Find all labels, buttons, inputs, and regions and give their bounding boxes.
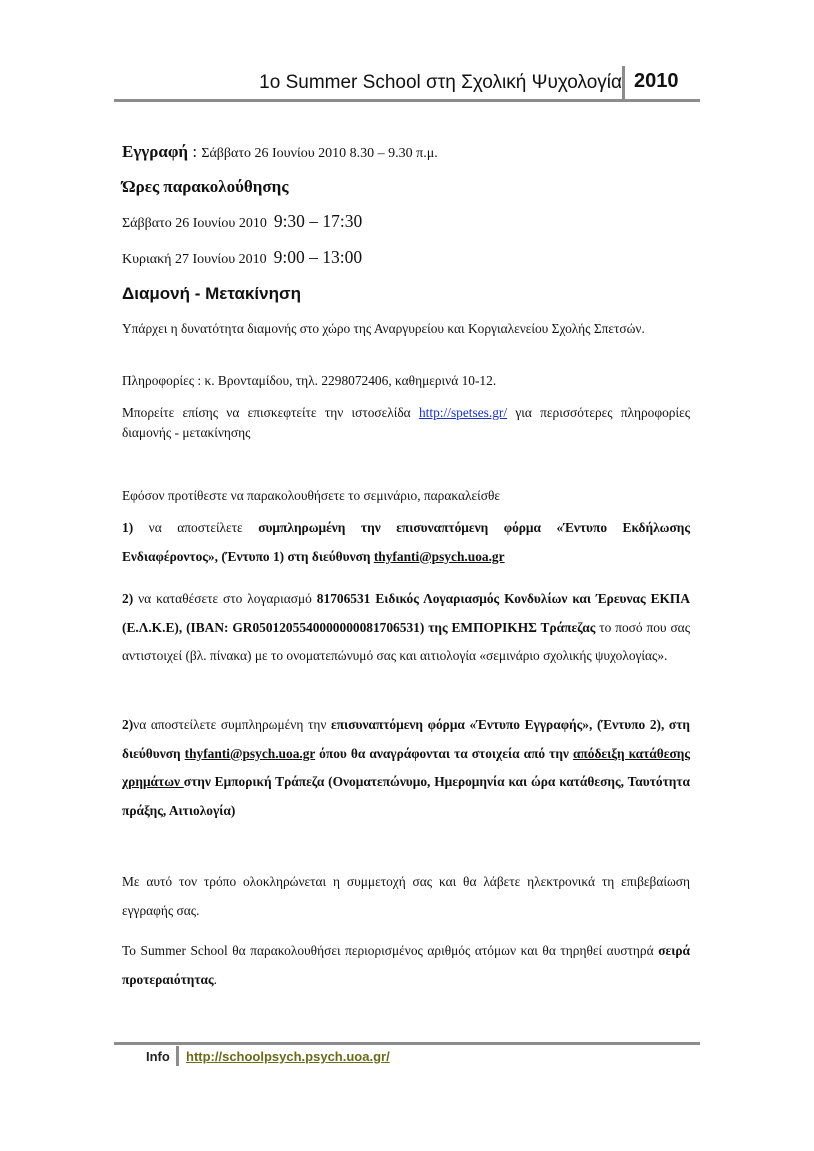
step2-paragraph (122, 585, 690, 671)
attendance-day2 (122, 247, 690, 268)
instructions-intro: Εφόσον προτίθεστε να παρακολουθήσετε το σεμινάριο, παρακαλείσθε (122, 488, 501, 503)
step3-text: να αποστείλετε συμπληρωμένη την (133, 717, 331, 732)
step1-number: 1) (122, 520, 134, 535)
accommodation-heading: Διαμονή - Μετακίνηση (122, 284, 301, 303)
page-footer (114, 1042, 700, 1072)
step3-bold2: όπου θα αναγράφονται τα στοιχεία από την (315, 745, 573, 761)
registration-separator: : (188, 142, 202, 161)
registration-text: Σάββατο 26 Ιουνίου 2010 8.30 – 9.30 π.μ. (201, 146, 438, 161)
step2-bold: 81706531 Ειδικός Λογαριασμός Κονδυλίων και Έρευνας ΕΚΠΑ (Ε.Λ.Κ.Ε), (IBAN: GR0501205540000000081706531) της ΕΜΠΟΡΙΚΗΣ Τράπεζας (122, 591, 691, 635)
step1-paragraph (122, 514, 690, 571)
registration-label: Εγγραφή (122, 142, 189, 161)
step3-underline: απόδειξη κατάθεσης χρημάτων (122, 745, 690, 789)
header-title: 1o Summer School στη Σχολική Ψυχολογία (259, 72, 622, 93)
accommodation-p3 (122, 403, 690, 443)
step2-text: να καταθέσετε στο λογαριασμό (133, 591, 317, 606)
step3-bold1: επισυναπτόμενη φόρμα «Έντυπο Εγγραφής», (Έντυπο 2), στη διεύθυνση (122, 717, 690, 761)
day2-time: 9:00 – 13:00 (273, 247, 363, 267)
spetses-link[interactable]: http://spetses.gr/ (418, 405, 508, 420)
header-year: 2010 (634, 70, 679, 92)
step1-email[interactable]: thyfanti@psych.uoa.gr (373, 548, 505, 564)
accommodation-p1: Υπάρχει η δυνατότητα διαμονής στο χώρο της Αναργυρείου και Κοργιαλενείου Σχολής Σπετσών. (122, 321, 645, 336)
footer-info-label: Info (146, 1049, 170, 1064)
day1-time: 9:30 – 17:30 (273, 211, 363, 231)
step3-email[interactable]: thyfanti@psych.uoa.gr (184, 745, 316, 761)
attendance-day1 (122, 211, 690, 232)
limit-text: Το Summer School θα παρακολουθήσει περιορισμένος αριθμός ατόμων και θα τηρηθεί αυστηρά (122, 943, 659, 958)
step3-number: 2) (122, 717, 134, 732)
attendance-heading: Ώρες παρακολούθησης (122, 177, 289, 196)
limit-bold: σειρά προτεραιότητας (122, 943, 690, 987)
accommodation-p3-after: για περισσότερες πληροφορίες διαμονής - μετακίνησης (122, 405, 690, 440)
step3-paragraph (122, 711, 690, 825)
footer-divider (176, 1046, 179, 1066)
footer-rule (114, 1042, 700, 1045)
header-rule (114, 99, 700, 102)
limit-end: . (213, 971, 218, 987)
day2-label: Κυριακή 27 Ιουνίου 2010 (122, 252, 267, 267)
step1-text: να αποστείλετε (133, 520, 259, 535)
accommodation-p3-before: Μπορείτε επίσης να επισκεφτείτε την ιστοσελίδα (122, 405, 419, 420)
confirm-paragraph: Με αυτό τον τρόπο ολοκληρώνεται η συμμετοχή σας και θα λάβετε ηλεκτρονικά τη επιβεβαίωση εγγραφής σας. (122, 874, 690, 918)
step1-bold: συμπληρωμένη την επισυναπτόμενη φόρμα «Έντυπο Εκδήλωσης Ενδιαφέροντος», (Έντυπο 1) στη διεύθυνση (122, 520, 690, 564)
header-divider (622, 66, 625, 100)
footer-url-link[interactable]: http://schoolpsych.psych.uoa.gr/ (186, 1049, 390, 1064)
accommodation-p2: Πληροφορίες : κ. Βρονταμίδου, τηλ. 2298072406, καθημερινά 10-12. (122, 373, 497, 388)
page-header (114, 64, 700, 102)
step3-bold3: στην Εμπορική Τράπεζα (Ονοματεπώνυμο, Ημερομηνία και ώρα κατάθεσης, Ταυτότητα πράξης, Αιτιολογία) (122, 774, 690, 818)
step2-number: 2) (122, 591, 134, 606)
step2-rest: το ποσό που σας αντιστοιχεί (βλ. πίνακα) με το ονοματεπώνυμό σας και αιτιολογία «σεμινάριο σχολικής ψυχολογίας». (122, 619, 690, 663)
day1-label: Σάββατο 26 Ιουνίου 2010 (122, 216, 267, 231)
limit-paragraph (122, 937, 690, 994)
registration-line (122, 142, 690, 162)
